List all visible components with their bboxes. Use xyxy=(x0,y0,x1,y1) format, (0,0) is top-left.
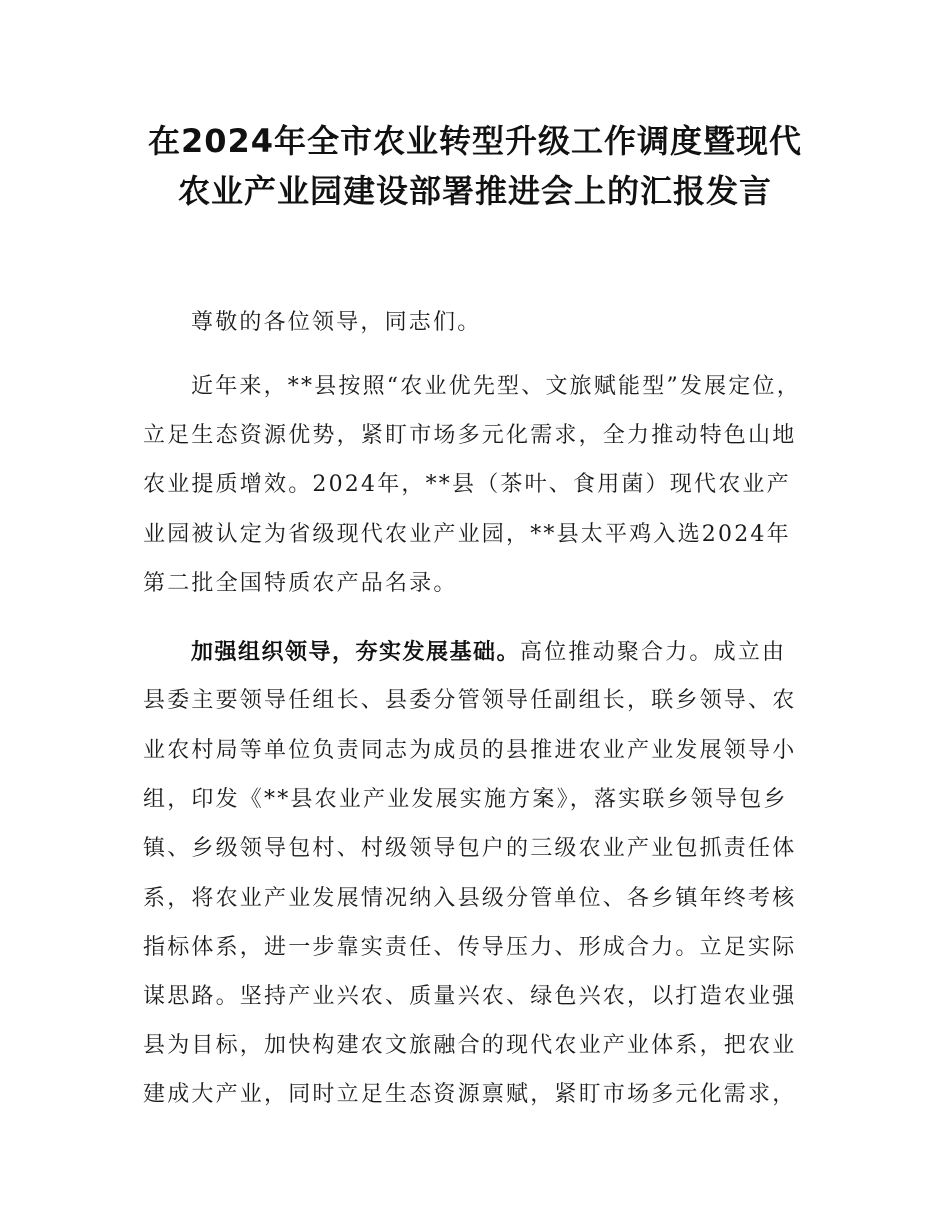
paragraph-1-line-3: 农业提质增效。2024年，**县（茶叶、食用菌）现代农业产 xyxy=(143,472,791,497)
paragraph-1-line-5: 第二批全国特质农产品名录。 xyxy=(143,571,458,596)
title-line-1: 在2024年全市农业转型升级工作调度暨现代 xyxy=(147,122,803,160)
paragraph-2-line-8: 谋思路。坚持产业兴农、质量兴农、绿色兴农，以打造农业强 xyxy=(143,984,797,1009)
paragraph-2-line-3: 业农村局等单位负责同志为成员的县推进农业产业发展领导小 xyxy=(143,738,797,763)
paragraph-2-line-7: 指标体系，进一步靠实责任、传导压力、形成合力。立足实际 xyxy=(143,935,797,960)
title-line-2: 农业产业园建设部署推进会上的汇报发言 xyxy=(177,172,772,210)
paragraph-2-line-5: 镇、乡级领导包村、村级领导包户的三级农业产业包抓责任体 xyxy=(143,836,797,861)
paragraph-2-line-6: 系，将农业产业发展情况纳入县级分管单位、各乡镇年终考核 xyxy=(143,886,797,911)
paragraph-2-first-line-rest: 高位推动聚合力。成立由 xyxy=(520,640,787,665)
paragraph-1-line-1: 近年来，**县按照“农业优先型、文旅赋能型”发展定位， xyxy=(191,374,801,399)
paragraph-2-line-10: 建成大产业，同时立足生态资源禀赋，紧盯市场多元化需求， xyxy=(143,1082,797,1107)
document-title xyxy=(120,116,830,216)
paragraph-2-line-9: 县为目标，加快构建农文旅融合的现代农业产业体系，把农业 xyxy=(143,1033,797,1058)
paragraph-2-line-1 xyxy=(191,638,786,668)
paragraph-1-line-4: 业园被认定为省级现代农业产业园，**县太平鸡入选2024年 xyxy=(143,522,791,547)
paragraph-1-line-2: 立足生态资源优势，紧盯市场多元化需求，全力推动特色山地 xyxy=(143,423,797,448)
paragraph-2-line-4: 组，印发《**县农业产业发展实施方案》，落实联乡领导包乡 xyxy=(143,787,788,812)
salutation: 尊敬的各位领导，同志们。 xyxy=(191,310,482,335)
paragraph-2-heading: 加强组织领导，夯实发展基础。 xyxy=(191,640,521,665)
paragraph-2-line-2: 县委主要领导任组长、县委分管领导任副组长，联乡领导、农 xyxy=(143,688,797,713)
